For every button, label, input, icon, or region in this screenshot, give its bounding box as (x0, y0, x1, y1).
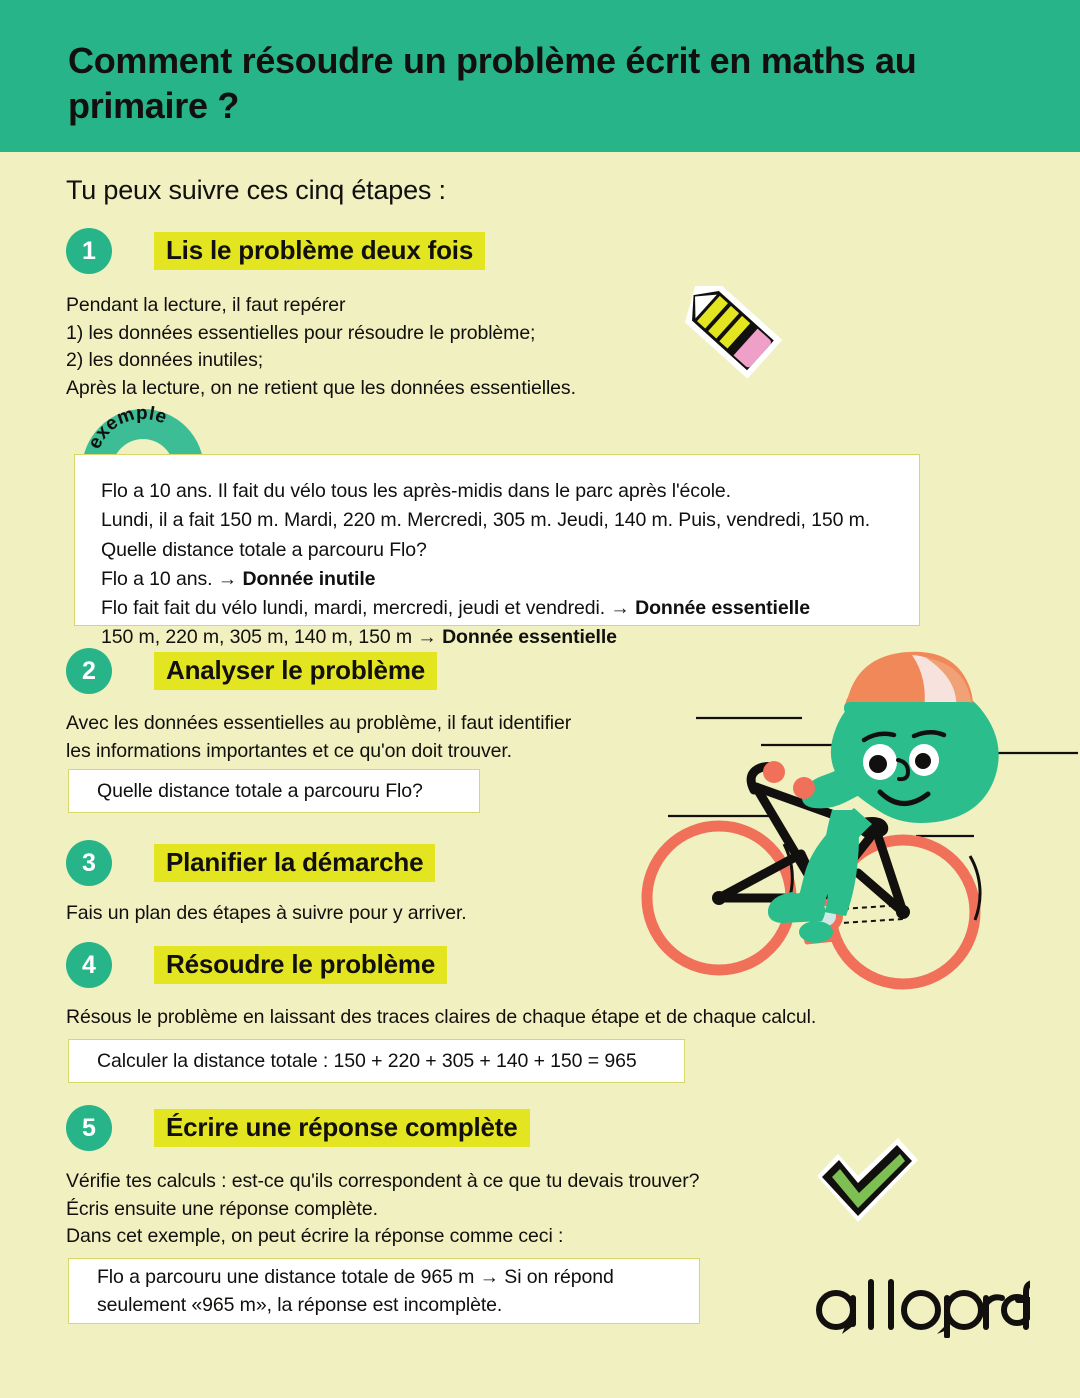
step-3-body (66, 900, 666, 928)
step-3-line-1: Fais un plan des étapes à suivre pour y arriver. (66, 902, 467, 924)
example-line-5: Flo fait fait du vélo lundi, mardi, mercredi, jeudi et vendredi. → Donnée essentielle (101, 597, 810, 619)
example-line-6: 150 m, 220 m, 305 m, 140 m, 150 m → Donnée essentielle (101, 626, 617, 649)
step-4-badge: 4 (66, 942, 112, 988)
example-line-4: Flo a 10 ans. → Donnée inutile (101, 567, 376, 590)
step-2-header (66, 648, 437, 694)
alloprof-logo (812, 1278, 1030, 1343)
step-4-line-1: Résous le problème en laissant des traces claires de chaque étape et de chaque calcul. (66, 1006, 817, 1028)
step-1-header (66, 228, 485, 274)
intro-text: Tu peux suivre ces cinq étapes : (66, 175, 446, 205)
step-2-badge: 2 (66, 648, 112, 694)
step-1-body (66, 292, 706, 403)
exemple-badge-label: exemple (84, 406, 170, 453)
step-2-answer-box (68, 769, 480, 813)
step-2-title: Analyser le problème (154, 652, 437, 690)
step-1-title: Lis le problème deux fois (154, 232, 485, 270)
step-5-line-2: Écris ensuite une réponse complète. (66, 1197, 378, 1220)
step-1-badge: 1 (66, 228, 112, 274)
step-1-line-1: Pendant la lecture, il faut repérer (66, 294, 346, 316)
step-2-body (66, 710, 666, 765)
example-line-2: Lundi, il a fait 150 m. Mardi, 220 m. Mercredi, 305 m. Jeudi, 140 m. Puis, vendredi, 150 m. (101, 509, 871, 532)
rider-hand-back (763, 761, 785, 783)
step-4-body (66, 1004, 966, 1032)
example-box (74, 454, 920, 649)
step-4-calculation-box (68, 1039, 685, 1083)
step-1-line-4: Après la lecture, on ne retient que les données essentielles. (66, 377, 576, 400)
step-1-line-2: 1) les données essentielles pour résoudre le problème; (66, 321, 536, 344)
step-2-line-1: Avec les données essentielles au problème, il faut identifier (66, 712, 572, 734)
step-5-line-3: Dans cet exemple, on peut écrire la réponse comme ceci : (66, 1225, 564, 1248)
step-5-answer-text (69, 1263, 614, 1320)
step-5-header (66, 1105, 530, 1151)
step-3-title: Planifier la démarche (154, 844, 435, 882)
step-2-line-2: les informations importantes et ce qu'on doit trouver. (66, 739, 512, 762)
step-5-line-1: Vérifie tes calculs : est-ce qu'ils correspondent à ce que tu devais trouver? (66, 1170, 700, 1192)
step-3-header (66, 840, 435, 886)
example-line-3: Quelle distance totale a parcouru Flo? (101, 538, 427, 561)
step-5-answer-line-2: seulement «965 m», la réponse est incomplète. (97, 1294, 503, 1316)
step-5-badge: 5 (66, 1105, 112, 1151)
step-2-answer-text: Quelle distance totale a parcouru Flo? (97, 779, 423, 802)
step-5-title: Écrire une réponse complète (154, 1109, 530, 1147)
pencil-icon (664, 286, 784, 391)
step-5-answer-line-1: Flo a parcouru une distance totale de 965 m → Si on répond (97, 1265, 614, 1288)
step-4-header (66, 942, 447, 988)
cyclist-illustration (626, 640, 1080, 995)
step-3-badge: 3 (66, 840, 112, 886)
step-1-line-3: 2) les données inutiles; (66, 349, 264, 372)
page-header (0, 0, 1080, 152)
step-5-answer-box (68, 1258, 700, 1324)
step-4-calculation-text: Calculer la distance totale : 150 + 220 + 305 + 140 + 150 = 965 (97, 1049, 637, 1072)
example-line-1: Flo a 10 ans. Il fait du vélo tous les après-midis dans le parc après l'école. (101, 480, 731, 502)
step-4-title: Résoudre le problème (154, 946, 447, 984)
checkmark-icon (812, 1136, 922, 1236)
rider-hand-front (793, 777, 815, 799)
page-title: Comment résoudre un problème écrit en maths au primaire ? (68, 40, 917, 126)
step-5-body (66, 1168, 826, 1251)
